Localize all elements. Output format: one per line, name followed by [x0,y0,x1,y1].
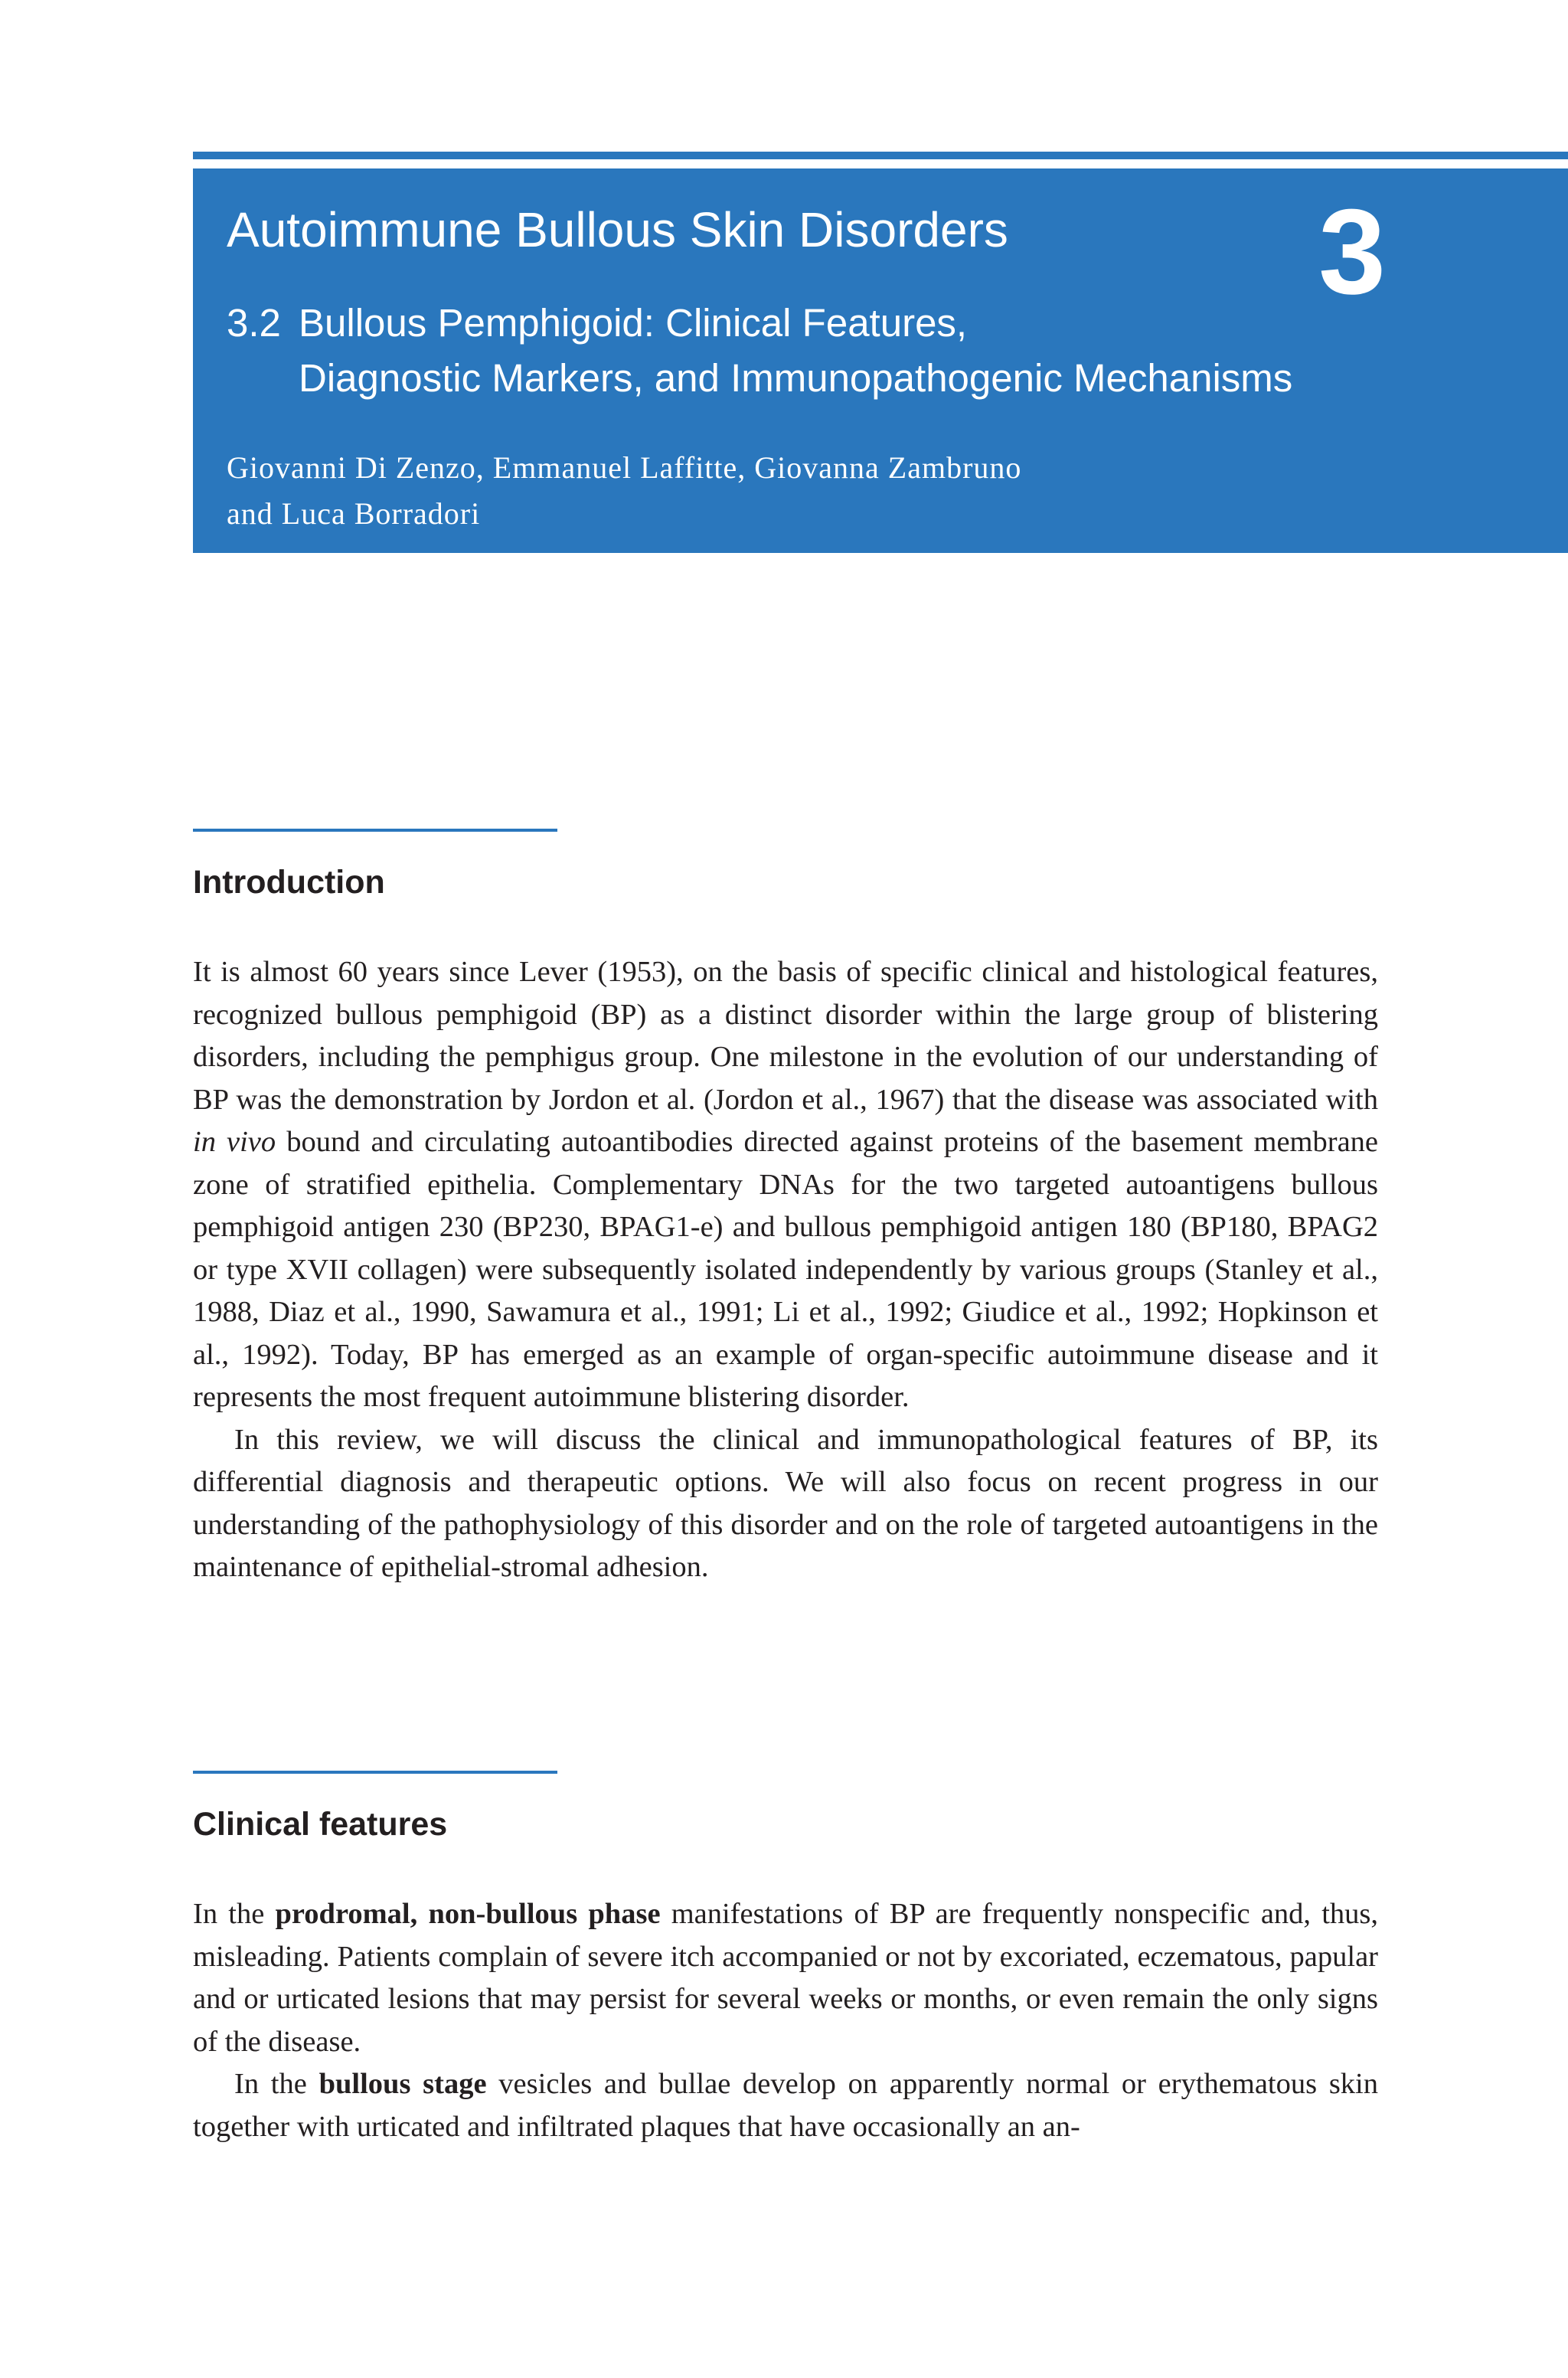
introduction-paragraph-2: In this review, we will discuss the clinical and immunopathological features of BP, its differential diagnosis and therapeutic options. We will also focus on recent progress in our understanding of the pathophysiology of this disorder and on the role of targeted autoantigens in the maintenance of epithelial-stromal adhesion. [193,1423,1378,1583]
chapter-banner [193,168,1568,553]
clin-p1-text-a: In the [193,1898,276,1930]
introduction-heading: Introduction [193,864,385,901]
clinical-paragraph-2 [193,2063,1378,2148]
section-number: 3.2 [227,301,281,345]
intro-p1-text-b: bound and circulating autoantibodies directed against proteins of the basement membrane zone of stratified epithelia. Complementary DNAs for the two targeted autoantigens bullous pemphigoid antigen 230 (BP230, BPAG1-e) and bullous pemphigoid antigen 180 (BP180, BPAG2 or type XVII collagen) were subsequently isolated independently by various groups (Stanley et al., 1988, Diaz et al., 1990, Sawamura et al., 1991; Li et al., 1992; Giudice et al., 1992; Hopkinson et al., 1992). Today, BP has emerged as an example of organ-specific autoimmune disease and it represents the most frequent autoimmune blistering disorder. [193,1126,1378,1413]
introduction-paragraph-1 [193,951,1378,1419]
section-title-line2: Diagnostic Markers, and Immunopathogenic Mechanisms [299,356,1293,400]
section-title [227,297,967,349]
chapter-number: 3 [1318,185,1386,319]
introduction-rule [193,829,557,832]
clinical-features-rule [193,1771,557,1774]
clin-p2-text-b: vesicles and bullae develop on apparently normal or erythematous skin together with urticated and infiltrated plaques that have occasionally an an- [193,2068,1379,2143]
clin-p2-bold: bullous stage [318,2068,487,2100]
clin-p1-bold: prodromal, non-bullous phase [275,1898,661,1930]
intro-p1-italic: in vivo [193,1126,276,1158]
introduction-body [193,951,1378,1589]
clinical-paragraph-1 [193,1893,1378,2063]
chapter-title: Autoimmune Bullous Skin Disorders [227,202,1008,257]
section-title-line1: Bullous Pemphigoid: Clinical Features, [299,301,968,345]
clin-p1-text-b: manifestations of BP are frequently nonspecific and, thus, misleading. Patients complain of severe itch accompanied or not by excoriated, eczematous, papular and or urticated lesions that may persist for several weeks or months, or even remain the only signs of the disease. [193,1898,1379,2058]
authors-line1: Giovanni Di Zenzo, Emmanuel Laffitte, Giovanna Zambruno [227,450,1022,485]
clinical-features-body [193,1893,1378,2148]
authors-line2: and Luca Borradori [227,496,481,531]
clin-p2-text-a: In the [234,2068,319,2100]
intro-p1-text-a: It is almost 60 years since Lever (1953), on the basis of specific clinical and histological features, recognized bullous pemphigoid (BP) as a distinct disorder within the large group of blistering disorders, including the pemphigus group. One milestone in the evolution of our understanding of BP was the demonstration by Jordon et al. (Jordon et al., 1967) that the disease was associated with [193,956,1378,1116]
clinical-features-heading: Clinical features [193,1806,448,1843]
header-top-rule [193,152,1568,159]
